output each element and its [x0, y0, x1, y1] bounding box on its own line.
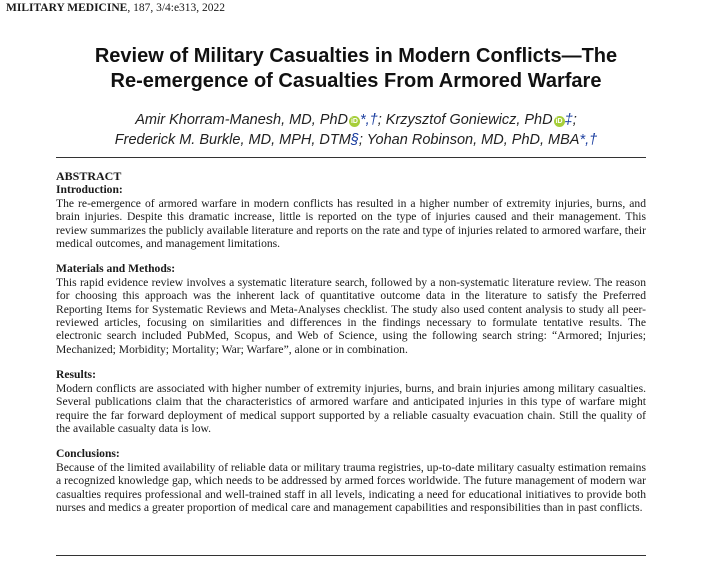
- paper-title: [0, 44, 712, 94]
- author-separator: ;: [358, 132, 367, 148]
- orcid-icon[interactable]: iD: [350, 118, 358, 125]
- abstract: [56, 170, 646, 514]
- paper-title-line-1: Review of Military Casualties in Modern Conflicts—The: [94, 45, 618, 67]
- section-heading: Introduction:: [56, 183, 123, 197]
- affiliation-marks[interactable]: §: [350, 132, 359, 148]
- author-line-2: [0, 130, 712, 150]
- abstract-heading: ABSTRACT: [56, 169, 122, 183]
- abstract-section-introduction: [56, 183, 646, 250]
- top-divider: [56, 157, 646, 158]
- journal-citation: [6, 2, 225, 14]
- section-body: Because of the limited availability of reliable data or military trauma registries, up-to-date military casualty estimation remains a recognized knowledge gap, which needs to be addressed by armed forces worldwide. The future management of modern war casualties requires professional and well-trained staff in all levels, indicating a need for educational initiatives to provide both nurses and medics a greater proportion of medical care and management capabilities and responsibilities than in past conflicts.: [56, 460, 646, 514]
- author-separator: ;: [377, 112, 386, 128]
- abstract-section-results: [56, 368, 646, 435]
- affiliation-marks[interactable]: *,†: [579, 132, 598, 148]
- affiliation-marks[interactable]: ‡: [564, 112, 573, 128]
- author-goniewicz: Krzysztof Goniewicz, PhD: [385, 112, 553, 128]
- section-heading: Conclusions:: [56, 447, 120, 461]
- author-list: [0, 110, 712, 150]
- author-robinson: Yohan Robinson, MD, PhD, MBA: [366, 132, 580, 148]
- section-heading: Results:: [56, 368, 96, 382]
- section-body: Modern conflicts are associated with higher number of extremity injuries, burns, and brain injuries among military casualties. Several publications claim that the characteristics of armored warfare and anticipated injuries in this type of warfare might require the far forward deployment of medical support supported by a reliable casualty evacuation chain. Still the quality of the available casualty data is low.: [56, 381, 646, 435]
- journal-name: MILITARY MEDICINE: [6, 2, 128, 14]
- section-body: The re-emergence of armored warfare in modern conflicts has resulted in a higher number of extremity injuries, burns, and brain injuries. Despite this dramatic increase, little is reported on the type of injuries caused and their management. This review summarizes the publicly available literature and reports on the rate and type of injuries related to armored warfare, their medical outcomes, and management limitations.: [56, 196, 646, 251]
- section-heading: Materials and Methods:: [56, 262, 176, 276]
- author-separator: ;: [572, 112, 577, 128]
- orcid-icon[interactable]: iD: [555, 118, 563, 125]
- abstract-section-methods: [56, 262, 646, 356]
- bottom-divider: [56, 555, 646, 556]
- abstract-section-conclusions: [56, 447, 646, 514]
- journal-volume-issue: , 187, 3/4:e313, 2022: [127, 2, 226, 14]
- author-line-1: [0, 110, 712, 130]
- author-burkle: Frederick M. Burkle, MD, MPH, DTM: [114, 132, 351, 148]
- section-body: This rapid evidence review involves a systematic literature search, followed by a non-systematic literature review. The reason for choosing this approach was the inherent lack of quantitative outcome data in the literature to satisfy the Preferred Reporting Items for Systematic Reviews and Meta-Analyses checklist. The study also used content analysis to study all peer-reviewed articles, focusing on similarities and differences in the findings necessary to formulate tentative results. The electronic search included PubMed, Scopus, and Web of Science, using the following search string: “Armored; Injuries; Mechanized; Morbidity; Mortality; War; Warfare”, alone or in combination.: [56, 275, 646, 356]
- paper-title-line-2: Re-emergence of Casualties From Armored Warfare: [110, 70, 602, 92]
- affiliation-marks[interactable]: *,†: [359, 112, 378, 128]
- author-khorram-manesh: Amir Khorram-Manesh, MD, PhD: [135, 112, 348, 128]
